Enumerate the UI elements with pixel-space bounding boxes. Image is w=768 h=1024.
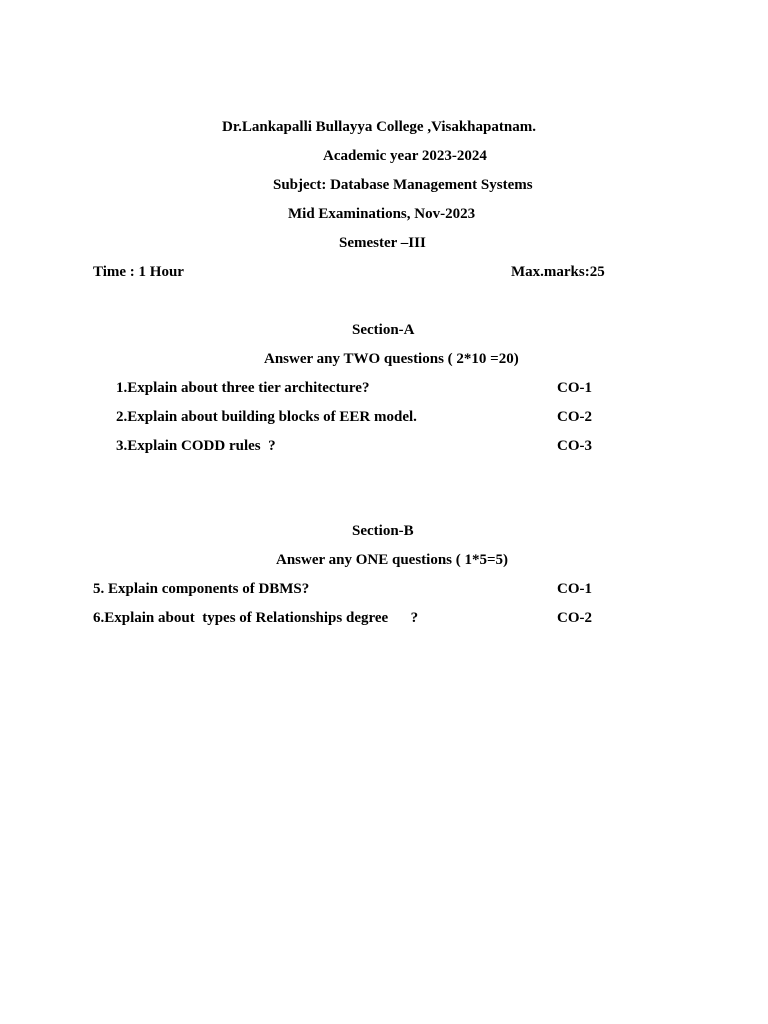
section-b-title: Section-B — [352, 523, 414, 539]
semester: Semester –III — [339, 235, 426, 251]
college-name: Dr.Lankapalli Bullayya College ,Visakhapatnam. — [222, 119, 536, 135]
course-outcome: CO-2 — [557, 610, 592, 626]
subject-title: Subject: Database Management Systems — [273, 177, 533, 193]
course-outcome: CO-3 — [557, 438, 592, 454]
exam-name: Mid Examinations, Nov-2023 — [288, 206, 476, 222]
max-marks: Max.marks:25 — [511, 264, 605, 280]
question-text: 6.Explain about types of Relationships degree ? — [93, 610, 419, 626]
academic-year: Academic year 2023-2024 — [323, 148, 487, 164]
section-a-instruction: Answer any TWO questions ( 2*10 =20) — [264, 351, 519, 367]
question-text: 5. Explain components of DBMS? — [93, 581, 310, 597]
section-b-instruction: Answer any ONE questions ( 1*5=5) — [276, 552, 509, 568]
question-text: 2.Explain about building blocks of EER model. — [116, 409, 417, 425]
course-outcome: CO-1 — [557, 581, 592, 597]
section-a-title: Section-A — [352, 322, 415, 338]
course-outcome: CO-1 — [557, 380, 592, 396]
exam-duration: Time : 1 Hour — [93, 264, 184, 280]
question-text: 3.Explain CODD rules ? — [116, 438, 276, 454]
course-outcome: CO-2 — [557, 409, 592, 425]
question-text: 1.Explain about three tier architecture? — [116, 380, 370, 396]
